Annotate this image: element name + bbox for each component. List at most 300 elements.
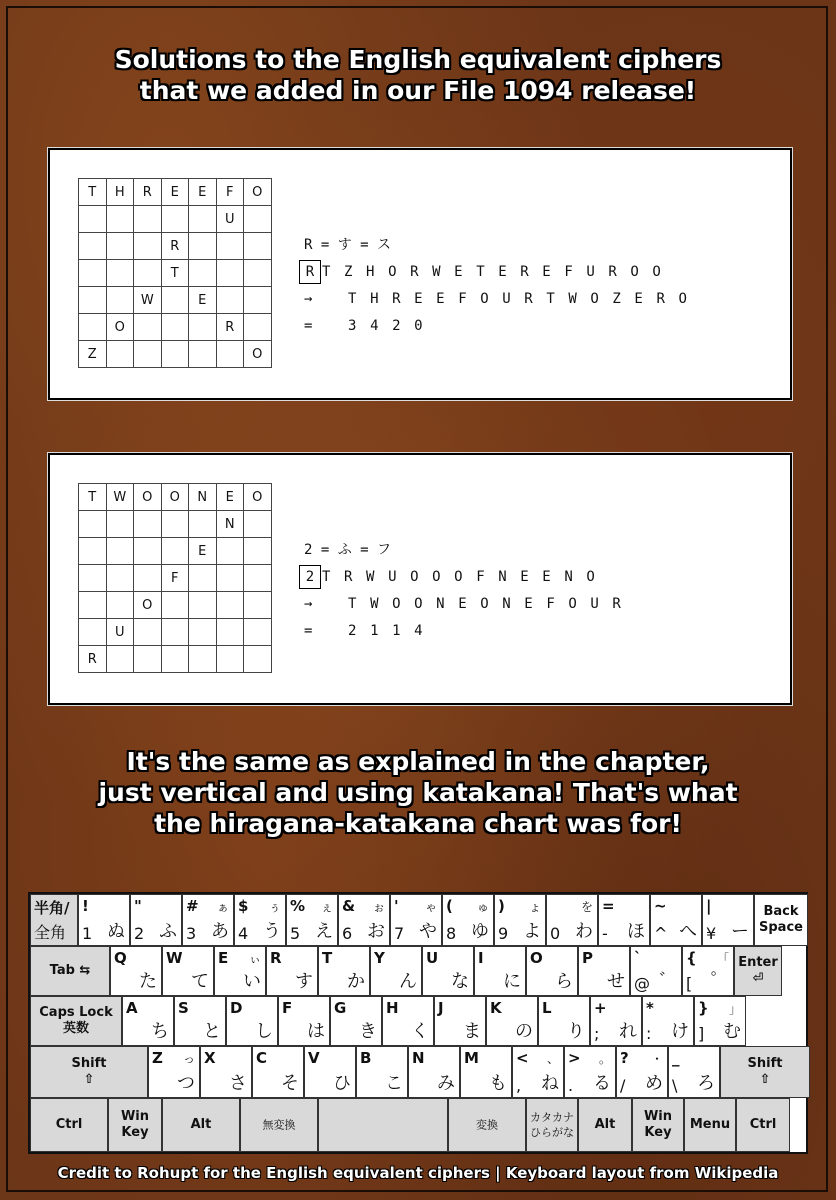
key-glyph-tl: Y — [374, 949, 385, 967]
key-glyph-bl: 全角 — [34, 923, 67, 942]
grid2-cell: R — [79, 646, 107, 673]
keyboard-key — [442, 894, 494, 946]
cipher2-numbers: = 2114 — [304, 623, 437, 639]
keyboard-key — [668, 1046, 720, 1098]
key-glyph-br: け — [671, 1021, 689, 1042]
key-glyph-br: あ — [211, 921, 229, 942]
grid2-cell — [161, 511, 189, 538]
key-glyph-tl: ! — [82, 897, 89, 915]
key-glyph-tr: 。 — [598, 1052, 611, 1066]
keyboard-key — [694, 996, 746, 1046]
grid1-row — [79, 179, 272, 206]
key-glyph-br: う — [263, 921, 281, 942]
key-glyph-tl: N — [412, 1049, 425, 1067]
key-glyph-br: め — [645, 1073, 663, 1094]
grid1-cell — [134, 314, 162, 341]
keyboard-key — [122, 996, 174, 1046]
middle-heading-line3: the hiragana-katakana chart was for! — [154, 809, 682, 838]
grid2-cell: W — [106, 484, 134, 511]
key-glyph-br: ふ — [159, 921, 177, 942]
keyboard-key — [240, 1098, 318, 1152]
grid1-cell — [216, 341, 244, 368]
key-glyph-tl: V — [308, 1049, 320, 1067]
grid1-cell — [189, 341, 217, 368]
key-glyph-bl: ] — [698, 1024, 705, 1043]
grid2-cell — [189, 646, 217, 673]
key-glyph-bl: 1 — [82, 924, 93, 943]
grid2-cell: O — [161, 484, 189, 511]
key-glyph-tr: 、 — [546, 1052, 559, 1066]
grid1-cell: E — [189, 287, 217, 314]
grid1-cell: R — [161, 233, 189, 260]
grid1-cell — [79, 287, 107, 314]
keyboard-key — [616, 1046, 668, 1098]
grid2-cell: N — [216, 511, 244, 538]
key-label: Ctrl — [749, 1117, 777, 1132]
grid2-cell — [161, 592, 189, 619]
grid1-cell: U — [216, 206, 244, 233]
key-glyph-tl: P — [582, 949, 593, 967]
grid2-cell — [106, 646, 134, 673]
key-glyph-br: ま — [463, 1021, 481, 1042]
grid1-cell: R — [134, 179, 162, 206]
keyboard-key — [214, 946, 266, 996]
key-glyph-tl: ( — [446, 897, 453, 915]
keyboard-key — [754, 894, 808, 946]
grid1-cell — [244, 287, 272, 314]
key-glyph-br: ゛ — [659, 971, 677, 992]
key-glyph-bl: 5 — [290, 924, 301, 943]
keyboard-key — [630, 946, 682, 996]
cipher1-equivalence: R = す = ス — [304, 237, 392, 253]
key-glyph-tl: Z — [152, 1049, 163, 1067]
keyboard-key — [448, 1098, 526, 1152]
key-glyph-tl: J — [438, 999, 444, 1017]
key-glyph-tl: I — [478, 949, 484, 967]
key-glyph-br: ち — [151, 1021, 169, 1042]
key-glyph-tl: W — [166, 949, 183, 967]
grid2-cell — [161, 646, 189, 673]
keyboard-key — [650, 894, 702, 946]
grid2-cell — [134, 538, 162, 565]
keyboard-key — [486, 996, 538, 1046]
key-label: Alt — [594, 1117, 616, 1132]
keyboard-key — [130, 894, 182, 946]
keyboard-key — [526, 946, 578, 996]
grid1-row — [79, 260, 272, 287]
key-glyph-tr: ぁ — [216, 900, 229, 914]
cipher1-plaintext: → THREEFOURTWOZERO — [304, 291, 701, 307]
key-glyph-tl: Q — [114, 949, 127, 967]
grid2-cell — [216, 646, 244, 673]
key-glyph-br: よ — [523, 921, 541, 942]
grid2-cell — [79, 592, 107, 619]
keyboard-key — [642, 996, 694, 1046]
key-glyph-tl: D — [230, 999, 243, 1017]
grid1-cell — [244, 233, 272, 260]
grid1-row — [79, 314, 272, 341]
key-glyph-br: ら — [555, 971, 573, 992]
keyboard-key — [286, 894, 338, 946]
key-label: Tab ⇆ — [49, 963, 91, 978]
grid2-cell: F — [161, 565, 189, 592]
key-glyph-tl: * — [646, 999, 654, 1017]
key-glyph-tl: X — [204, 1049, 216, 1067]
keyboard-key — [538, 996, 590, 1046]
keyboard-key — [720, 1046, 810, 1098]
cipher-grid-1 — [78, 178, 272, 368]
key-glyph-br: く — [411, 1021, 429, 1042]
keyboard-key — [338, 894, 390, 946]
grid2-cell: O — [134, 592, 162, 619]
grid2-cell — [106, 511, 134, 538]
key-glyph-tr: ゅ — [476, 900, 489, 914]
grid1-cell — [134, 206, 162, 233]
key-glyph-bl: , — [516, 1076, 522, 1095]
grid1-cell — [216, 260, 244, 287]
middle-heading-line2: just vertical and using katakana! That's what — [98, 778, 738, 807]
key-glyph-br: の — [515, 1021, 533, 1042]
keyboard-key — [460, 1046, 512, 1098]
key-glyph-br: は — [307, 1021, 325, 1042]
grid1-cell: O — [244, 179, 272, 206]
key-glyph-tl: H — [386, 999, 399, 1017]
key-glyph-br: わ — [575, 921, 593, 942]
key-glyph-tl: ` — [634, 949, 642, 967]
grid1-cell — [106, 260, 134, 287]
keyboard-key — [564, 1046, 616, 1098]
keyboard-key — [30, 1046, 148, 1098]
grid2-cell — [244, 646, 272, 673]
key-glyph-tl: S — [178, 999, 189, 1017]
keyboard-key — [578, 1098, 632, 1152]
key-glyph-bl: - — [602, 924, 608, 943]
key-glyph-tr: ぇ — [320, 900, 333, 914]
key-label: Shift ⇧ — [71, 1056, 107, 1087]
key-glyph-br: れ — [619, 1021, 637, 1042]
grid2-row — [79, 484, 272, 511]
grid1-cell — [189, 206, 217, 233]
key-glyph-tl: U — [426, 949, 439, 967]
key-glyph-bl: 6 — [342, 924, 353, 943]
keyboard-row-1 — [30, 894, 808, 946]
key-glyph-br: な — [451, 971, 469, 992]
keyboard-key — [390, 894, 442, 946]
key-glyph-tl: | — [706, 897, 712, 915]
key-glyph-tl: B — [360, 1049, 372, 1067]
top-heading-line2: that we added in our File 1094 release! — [139, 76, 697, 105]
key-glyph-tl: R — [270, 949, 282, 967]
key-glyph-tl: & — [342, 897, 356, 915]
grid2-cell — [79, 538, 107, 565]
grid1-cell: R — [216, 314, 244, 341]
key-glyph-tl: 半角/ — [34, 899, 70, 917]
grid1-cell — [79, 314, 107, 341]
key-glyph-tl: T — [322, 949, 333, 967]
grid2-cell — [134, 619, 162, 646]
cipher1-numbers: = 3420 — [304, 318, 437, 334]
top-heading — [0, 44, 836, 106]
top-heading-line1: Solutions to the English equivalent ciphers — [114, 45, 722, 74]
key-glyph-tl: " — [134, 897, 142, 915]
grid2-cell — [161, 619, 189, 646]
keyboard-key — [526, 1098, 578, 1152]
key-glyph-br: さ — [229, 1073, 247, 1094]
grid2-cell — [244, 592, 272, 619]
keyboard-key — [30, 1098, 108, 1152]
keyboard-key — [162, 1098, 240, 1152]
key-glyph-br: る — [593, 1073, 611, 1094]
keyboard-key — [30, 996, 122, 1046]
key-glyph-tl: < — [516, 1049, 529, 1067]
grid2-row — [79, 565, 272, 592]
key-glyph-tl: + — [594, 999, 607, 1017]
key-glyph-bl: \ — [672, 1076, 678, 1095]
key-glyph-bl: : — [646, 1024, 652, 1043]
key-glyph-tl: ~ — [654, 897, 667, 915]
key-glyph-br: と — [203, 1021, 221, 1042]
key-glyph-br: ん — [399, 971, 417, 992]
keyboard-key — [578, 946, 630, 996]
keyboard-key — [108, 1098, 162, 1152]
keyboard-key — [30, 894, 78, 946]
key-glyph-br: ゆ — [471, 921, 489, 942]
key-label: Win Key — [643, 1109, 673, 1140]
grid2-cell: U — [106, 619, 134, 646]
grid1-cell: H — [106, 179, 134, 206]
key-glyph-bl: 3 — [186, 924, 197, 943]
key-glyph-br: も — [489, 1073, 507, 1094]
key-glyph-tl: A — [126, 999, 138, 1017]
cipher1-ciphertext — [304, 259, 701, 286]
keyboard-row-4 — [30, 1046, 810, 1098]
grid2-row — [79, 646, 272, 673]
keyboard-key — [546, 894, 598, 946]
key-glyph-br: に — [503, 971, 521, 992]
key-glyph-bl: 7 — [394, 924, 405, 943]
keyboard-key — [30, 946, 110, 996]
keyboard-key — [278, 996, 330, 1046]
keyboard-key — [598, 894, 650, 946]
key-label: Win Key — [120, 1109, 150, 1140]
key-glyph-tl: ) — [498, 897, 505, 915]
grid2-cell — [79, 619, 107, 646]
key-glyph-bl: ¥ — [706, 924, 717, 943]
key-glyph-br: や — [419, 921, 437, 942]
keyboard-row-5 — [30, 1098, 790, 1152]
grid1-cell — [79, 206, 107, 233]
grid1-cell — [161, 314, 189, 341]
keyboard-key — [78, 894, 130, 946]
key-glyph-br: ぬ — [107, 921, 125, 942]
cipher1-sequence: TZHORWETEREFUROO — [322, 264, 675, 280]
grid1-cell — [216, 287, 244, 314]
middle-heading-line1: It's the same as explained in the chapter, — [126, 747, 710, 776]
key-glyph-bl: 2 — [134, 924, 145, 943]
key-glyph-br: つ — [177, 1073, 195, 1094]
grid1-cell: E — [189, 179, 217, 206]
key-glyph-bl: ; — [594, 1024, 600, 1043]
key-glyph-br: ゜ — [711, 971, 729, 992]
grid2-cell — [79, 511, 107, 538]
keyboard-key — [252, 1046, 304, 1098]
grid2-cell — [79, 565, 107, 592]
grid2-cell — [244, 511, 272, 538]
grid2-cell — [106, 538, 134, 565]
key-label: Menu — [689, 1117, 731, 1132]
keyboard-key — [162, 946, 214, 996]
keyboard-key — [370, 946, 422, 996]
key-glyph-tl: O — [530, 949, 543, 967]
key-glyph-tl: L — [542, 999, 552, 1017]
key-label: カタカナ ひらがな — [530, 1111, 574, 1139]
grid1-cell — [106, 206, 134, 233]
grid1-row — [79, 233, 272, 260]
key-glyph-br: ね — [541, 1073, 559, 1094]
grid1-cell: O — [106, 314, 134, 341]
key-glyph-bl: 0 — [550, 924, 561, 943]
keyboard-key — [422, 946, 474, 996]
keyboard-key — [512, 1046, 564, 1098]
keyboard-key — [474, 946, 526, 996]
cipher2-sequence: TRWUOOOFNEENO — [322, 569, 609, 585]
key-glyph-tl: ' — [394, 897, 399, 915]
key-glyph-tl: } — [698, 999, 709, 1017]
key-glyph-tl: ? — [620, 1049, 629, 1067]
grid2-cell — [106, 592, 134, 619]
key-glyph-br: せ — [607, 971, 625, 992]
keyboard-key — [702, 894, 754, 946]
keyboard-key — [318, 1098, 448, 1152]
key-glyph-tl: E — [218, 949, 229, 967]
key-glyph-tl: % — [290, 897, 306, 915]
grid2-cell — [244, 619, 272, 646]
keyboard-key — [200, 1046, 252, 1098]
key-glyph-br: ろ — [697, 1073, 715, 1094]
grid2-cell: E — [216, 484, 244, 511]
key-glyph-br: お — [367, 921, 385, 942]
grid1-cell — [79, 260, 107, 287]
grid1-row — [79, 287, 272, 314]
keyboard-key — [682, 946, 734, 996]
key-glyph-tr: 」 — [728, 1002, 741, 1016]
key-glyph-tl: = — [602, 897, 615, 915]
grid1-cell — [134, 233, 162, 260]
key-glyph-tr: ぅ — [268, 900, 281, 914]
cipher-grid-2 — [78, 483, 272, 673]
key-glyph-br: き — [359, 1021, 377, 1042]
key-glyph-br: ほ — [627, 921, 645, 942]
cipher1-key-box: R — [299, 260, 321, 284]
grid2-cell — [189, 592, 217, 619]
grid1-cell — [189, 233, 217, 260]
grid2-row — [79, 538, 272, 565]
grid1-cell — [244, 260, 272, 287]
keyboard-key — [266, 946, 318, 996]
credit-line: Credit to Rohupt for the English equivalent ciphers | Keyboard layout from Wikipedia — [57, 1164, 779, 1182]
grid2-cell — [216, 592, 244, 619]
grid1-cell: W — [134, 287, 162, 314]
grid1-cell: O — [244, 341, 272, 368]
grid1-cell — [106, 341, 134, 368]
grid1-cell: F — [216, 179, 244, 206]
cipher2-key-box: 2 — [299, 565, 321, 589]
key-glyph-br: そ — [281, 1073, 299, 1094]
grid1-cell: E — [161, 179, 189, 206]
key-glyph-tr: 「 — [716, 952, 729, 966]
key-glyph-br: り — [567, 1021, 585, 1042]
keyboard-key — [318, 946, 370, 996]
key-glyph-tl: { — [686, 949, 697, 967]
grid1-cell — [161, 287, 189, 314]
key-glyph-bl: ^ — [654, 924, 668, 943]
key-glyph-br: ひ — [333, 1073, 351, 1094]
key-glyph-bl: 9 — [498, 924, 509, 943]
grid1-row — [79, 341, 272, 368]
grid1-cell — [161, 341, 189, 368]
key-label: 変換 — [476, 1118, 498, 1132]
grid1-cell — [189, 314, 217, 341]
cipher2-plaintext: → TWOONEONEFOUR — [304, 596, 635, 612]
key-glyph-br: え — [315, 921, 333, 942]
key-glyph-br: み — [437, 1073, 455, 1094]
cipher2-equivalence: 2 = ふ = フ — [304, 542, 392, 558]
key-glyph-tr: ・ — [650, 1052, 663, 1066]
key-label: Shift ⇧ — [747, 1056, 783, 1087]
keyboard-key — [408, 1046, 460, 1098]
grid1-cell — [189, 260, 217, 287]
keyboard-key — [734, 946, 782, 996]
key-glyph-tl: F — [282, 999, 293, 1017]
grid1-cell — [216, 233, 244, 260]
keyboard-key — [148, 1046, 200, 1098]
cipher2-ciphertext — [304, 564, 634, 591]
keyboard-row-3 — [30, 996, 746, 1046]
key-glyph-br: い — [243, 971, 261, 992]
grid1-cell — [134, 341, 162, 368]
key-label: Caps Lock 英数 — [39, 1005, 113, 1036]
key-glyph-br: こ — [385, 1073, 403, 1094]
grid1-cell — [244, 314, 272, 341]
grid2-cell: O — [244, 484, 272, 511]
grid1-cell — [161, 206, 189, 233]
keyboard-key — [684, 1098, 736, 1152]
grid1-cell — [244, 206, 272, 233]
grid1-cell — [134, 260, 162, 287]
middle-heading — [0, 746, 836, 839]
keyboard-key — [736, 1098, 790, 1152]
grid2-cell — [216, 619, 244, 646]
grid1-cell: T — [161, 260, 189, 287]
key-glyph-tl: $ — [238, 897, 249, 915]
grid2-cell — [134, 565, 162, 592]
keyboard-key — [330, 996, 382, 1046]
keyboard-key — [304, 1046, 356, 1098]
key-glyph-bl: @ — [634, 974, 650, 993]
key-glyph-bl: 4 — [238, 924, 249, 943]
cipher-solution-2 — [304, 537, 634, 645]
japanese-keyboard-layout — [28, 892, 808, 1154]
grid2-cell — [106, 565, 134, 592]
cipher-solution-1 — [304, 232, 701, 340]
key-glyph-tl: M — [464, 1049, 479, 1067]
key-glyph-br: す — [295, 971, 313, 992]
key-glyph-bl: 8 — [446, 924, 457, 943]
grid2-row — [79, 592, 272, 619]
grid2-cell — [134, 646, 162, 673]
keyboard-key — [174, 996, 226, 1046]
key-glyph-tr: っ — [182, 1052, 195, 1066]
